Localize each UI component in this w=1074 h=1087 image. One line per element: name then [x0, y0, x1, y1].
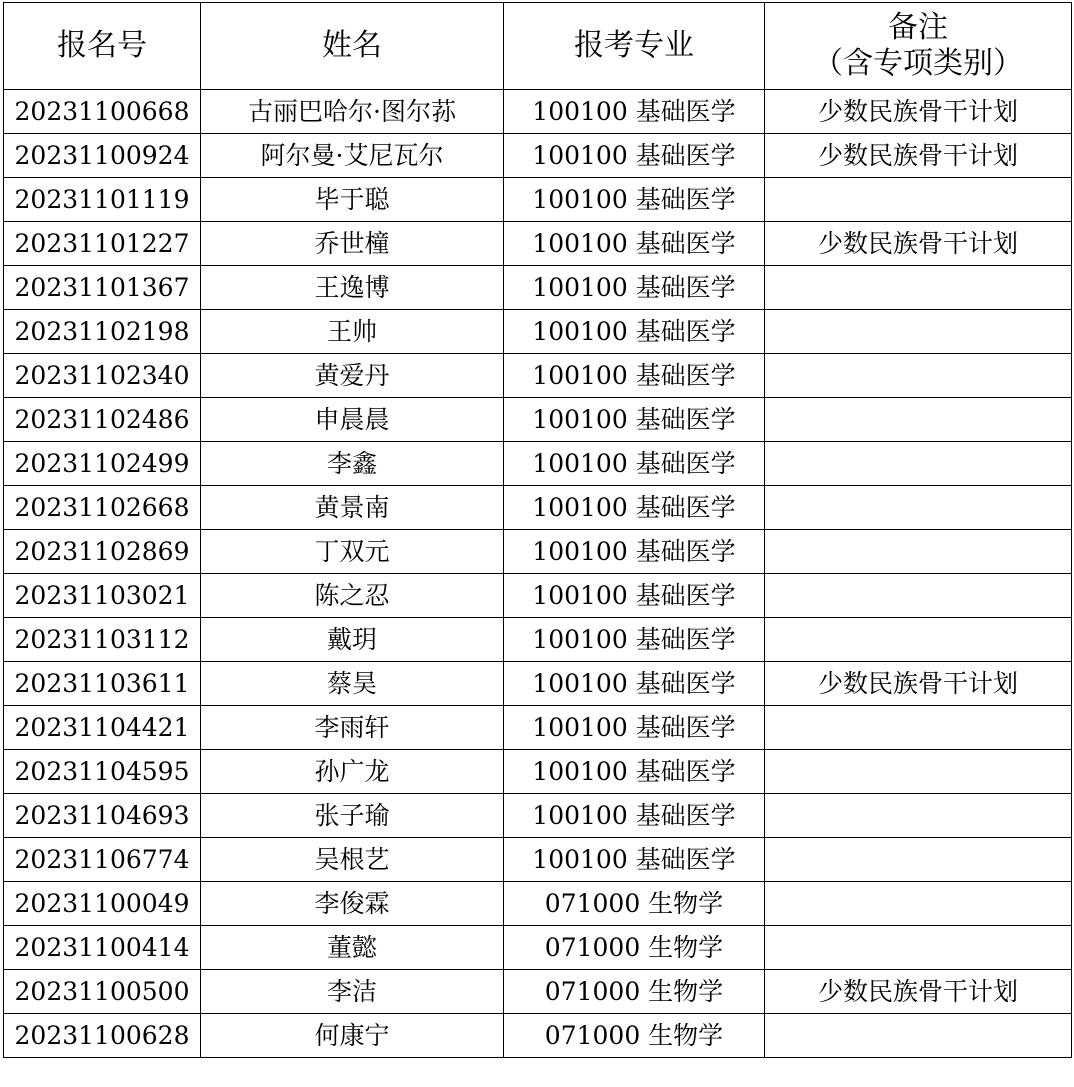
cell-registration-number: 20231101227: [4, 222, 201, 266]
cell-name: 黄爱丹: [201, 354, 504, 398]
table-body: [4, 90, 1072, 1058]
cell-note: [765, 750, 1072, 794]
table-row: [4, 970, 1072, 1014]
cell-name: 何康宁: [201, 1014, 504, 1058]
cell-note: [765, 530, 1072, 574]
cell-note: [765, 618, 1072, 662]
cell-registration-number: 20231106774: [4, 838, 201, 882]
cell-note: [765, 266, 1072, 310]
cell-note: [765, 442, 1072, 486]
table-row: [4, 574, 1072, 618]
cell-major: 100100 基础医学: [504, 706, 765, 750]
cell-note: [765, 310, 1072, 354]
cell-name: 戴玥: [201, 618, 504, 662]
cell-note: 少数民族骨干计划: [765, 662, 1072, 706]
cell-name: 董懿: [201, 926, 504, 970]
cell-major: 100100 基础医学: [504, 530, 765, 574]
cell-note: 少数民族骨干计划: [765, 90, 1072, 134]
cell-major: 071000 生物学: [504, 1014, 765, 1058]
header-name: 姓名: [201, 3, 504, 90]
table-row: [4, 838, 1072, 882]
table-row: [4, 90, 1072, 134]
cell-registration-number: 20231100924: [4, 134, 201, 178]
header-registration-number: 报名号: [4, 3, 201, 90]
cell-name: 李雨轩: [201, 706, 504, 750]
cell-registration-number: 20231100668: [4, 90, 201, 134]
admission-roster-table: [3, 2, 1072, 1058]
cell-registration-number: 20231104693: [4, 794, 201, 838]
cell-name: 蔡昊: [201, 662, 504, 706]
cell-major: 100100 基础医学: [504, 486, 765, 530]
cell-registration-number: 20231102486: [4, 398, 201, 442]
cell-registration-number: 20231102869: [4, 530, 201, 574]
cell-name: 申晨晨: [201, 398, 504, 442]
cell-major: 100100 基础医学: [504, 750, 765, 794]
table-row: [4, 618, 1072, 662]
cell-name: 毕于聪: [201, 178, 504, 222]
table-header: [4, 3, 1072, 90]
cell-name: 张子瑜: [201, 794, 504, 838]
cell-major: 100100 基础医学: [504, 134, 765, 178]
cell-registration-number: 20231101367: [4, 266, 201, 310]
cell-major: 100100 基础医学: [504, 442, 765, 486]
cell-major: 100100 基础医学: [504, 222, 765, 266]
table-row: [4, 794, 1072, 838]
cell-major: 100100 基础医学: [504, 838, 765, 882]
cell-registration-number: 20231104595: [4, 750, 201, 794]
cell-name: 李洁: [201, 970, 504, 1014]
cell-registration-number: 20231102198: [4, 310, 201, 354]
cell-registration-number: 20231100628: [4, 1014, 201, 1058]
cell-registration-number: 20231103112: [4, 618, 201, 662]
cell-name: 李俊霖: [201, 882, 504, 926]
cell-note: 少数民族骨干计划: [765, 222, 1072, 266]
cell-note: [765, 838, 1072, 882]
cell-major: 100100 基础医学: [504, 574, 765, 618]
cell-name: 黄景南: [201, 486, 504, 530]
table-row: [4, 222, 1072, 266]
cell-note: 少数民族骨干计划: [765, 134, 1072, 178]
table-row: [4, 310, 1072, 354]
cell-registration-number: 20231102668: [4, 486, 201, 530]
cell-note: [765, 354, 1072, 398]
cell-major: 100100 基础医学: [504, 90, 765, 134]
cell-name: 乔世橦: [201, 222, 504, 266]
cell-name: 王帅: [201, 310, 504, 354]
cell-major: 100100 基础医学: [504, 794, 765, 838]
cell-major: 100100 基础医学: [504, 662, 765, 706]
cell-note: [765, 398, 1072, 442]
table-row: [4, 486, 1072, 530]
cell-note: [765, 486, 1072, 530]
cell-registration-number: 20231102340: [4, 354, 201, 398]
cell-note: [765, 1014, 1072, 1058]
cell-note: [765, 926, 1072, 970]
cell-registration-number: 20231100500: [4, 970, 201, 1014]
cell-note: [765, 178, 1072, 222]
cell-name: 吴根艺: [201, 838, 504, 882]
cell-note: [765, 706, 1072, 750]
cell-major: 100100 基础医学: [504, 398, 765, 442]
cell-note: [765, 574, 1072, 618]
table-row: [4, 178, 1072, 222]
table-row: [4, 706, 1072, 750]
cell-major: 100100 基础医学: [504, 266, 765, 310]
cell-major: 100100 基础医学: [504, 178, 765, 222]
table-row: [4, 442, 1072, 486]
cell-major: 071000 生物学: [504, 970, 765, 1014]
header-major: 报考专业: [504, 3, 765, 90]
table-row: [4, 134, 1072, 178]
table-row: [4, 266, 1072, 310]
table-row: [4, 354, 1072, 398]
header-note-title: 备注: [888, 10, 948, 45]
cell-name: 陈之忍: [201, 574, 504, 618]
cell-major: 100100 基础医学: [504, 618, 765, 662]
header-note-subtitle: （含专项类别）: [813, 46, 1023, 81]
cell-registration-number: 20231100049: [4, 882, 201, 926]
table-row: [4, 750, 1072, 794]
cell-name: 丁双元: [201, 530, 504, 574]
cell-registration-number: 20231104421: [4, 706, 201, 750]
table-row: [4, 1014, 1072, 1058]
cell-name: 阿尔曼·艾尼瓦尔: [201, 134, 504, 178]
cell-registration-number: 20231100414: [4, 926, 201, 970]
cell-name: 李鑫: [201, 442, 504, 486]
cell-name: 古丽巴哈尔·图尔荪: [201, 90, 504, 134]
cell-note: 少数民族骨干计划: [765, 970, 1072, 1014]
cell-note: [765, 794, 1072, 838]
cell-name: 孙广龙: [201, 750, 504, 794]
table-row: [4, 662, 1072, 706]
cell-name: 王逸博: [201, 266, 504, 310]
cell-major: 071000 生物学: [504, 882, 765, 926]
header-row: [4, 3, 1072, 90]
table-row: [4, 398, 1072, 442]
table-row: [4, 530, 1072, 574]
cell-major: 100100 基础医学: [504, 354, 765, 398]
header-note: [765, 3, 1072, 90]
cell-registration-number: 20231101119: [4, 178, 201, 222]
cell-registration-number: 20231103611: [4, 662, 201, 706]
cell-major: 071000 生物学: [504, 926, 765, 970]
cell-note: [765, 882, 1072, 926]
cell-registration-number: 20231102499: [4, 442, 201, 486]
cell-registration-number: 20231103021: [4, 574, 201, 618]
table-row: [4, 882, 1072, 926]
cell-major: 100100 基础医学: [504, 310, 765, 354]
table-row: [4, 926, 1072, 970]
